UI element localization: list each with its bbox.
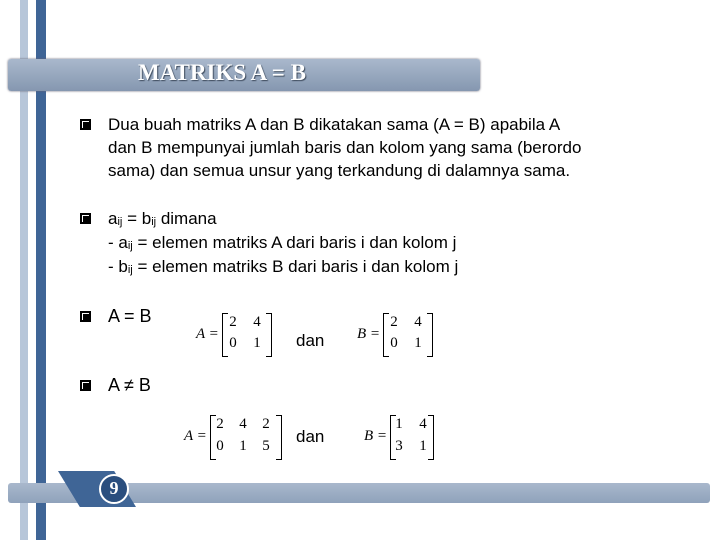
matrix-cell: 4 — [414, 314, 422, 330]
matrix-cell: 4 — [419, 416, 427, 432]
aij-symbol: a — [108, 209, 118, 228]
matrix-cell: 1 — [419, 438, 427, 454]
bullet-square-icon — [80, 119, 91, 130]
matrix-cell: 2 — [390, 314, 398, 330]
page-number: 9 — [109, 478, 119, 498]
matrix-cell: 4 — [239, 416, 247, 432]
matrix-cell: 3 — [395, 438, 403, 454]
equals-bij: = b — [122, 209, 152, 228]
matrix-cell: 1 — [395, 416, 403, 432]
matrix-cell: 0 — [216, 438, 224, 454]
bullet2-line1 — [108, 208, 217, 233]
line2-text: = elemen matriks A dari baris i dan kolom j — [132, 233, 457, 252]
matrix-cell: 2 — [229, 314, 237, 330]
subscript-ij: ij — [127, 240, 133, 252]
right-bracket — [427, 313, 433, 357]
bullet3-text: A = B — [108, 306, 152, 326]
subscript-ij: ij — [127, 264, 133, 276]
line3-prefix: - b — [108, 257, 128, 276]
bullet2-line2 — [108, 232, 456, 257]
dimana-text: dimana — [156, 209, 217, 228]
subscript-ij: ij — [151, 216, 157, 228]
slide-title: MATRIKS A = B — [138, 60, 306, 85]
matrix-cell: 0 — [390, 335, 398, 351]
matrix-cell: 4 — [253, 314, 261, 330]
bullet1-line1: Dua buah matriks A dan B dikatakan sama (A = B) apabila A — [108, 115, 561, 134]
matrix-cell: 2 — [216, 416, 224, 432]
matrix-lhs: A = — [196, 326, 219, 342]
bullet2-line3 — [108, 256, 458, 281]
line3-text: = elemen matriks B dari baris i dan kolom j — [132, 257, 459, 276]
matrix-cell: 2 — [262, 416, 270, 432]
matrix-lhs: B = — [364, 428, 388, 444]
dan-text: dan — [296, 331, 325, 350]
matrix-cell: 0 — [229, 335, 237, 351]
bullet1-line2: dan B mempunyai jumlah baris dan kolom yang sama (berordo — [108, 138, 582, 157]
matrix-cell: 5 — [262, 438, 270, 454]
bullet4-text: A ≠ B — [108, 375, 151, 395]
matrix-cell: 1 — [253, 335, 261, 351]
bullet-square-icon — [80, 213, 91, 224]
right-bracket — [428, 415, 434, 460]
bullet-square-icon — [80, 311, 91, 322]
bullet1-line3: sama) dan semua unsur yang terkandung di dalamnya sama. — [108, 161, 571, 180]
matrix-cell: 1 — [239, 438, 247, 454]
matrix-cell: 1 — [414, 335, 422, 351]
matrix-lhs: B = — [357, 326, 381, 342]
right-bracket — [276, 415, 282, 460]
matrix-lhs: A = — [184, 428, 207, 444]
line2-prefix: - a — [108, 233, 128, 252]
dan-text: dan — [296, 427, 325, 446]
subscript-ij: ij — [117, 216, 123, 228]
bullet-square-icon — [80, 380, 91, 391]
right-bracket — [266, 313, 272, 357]
